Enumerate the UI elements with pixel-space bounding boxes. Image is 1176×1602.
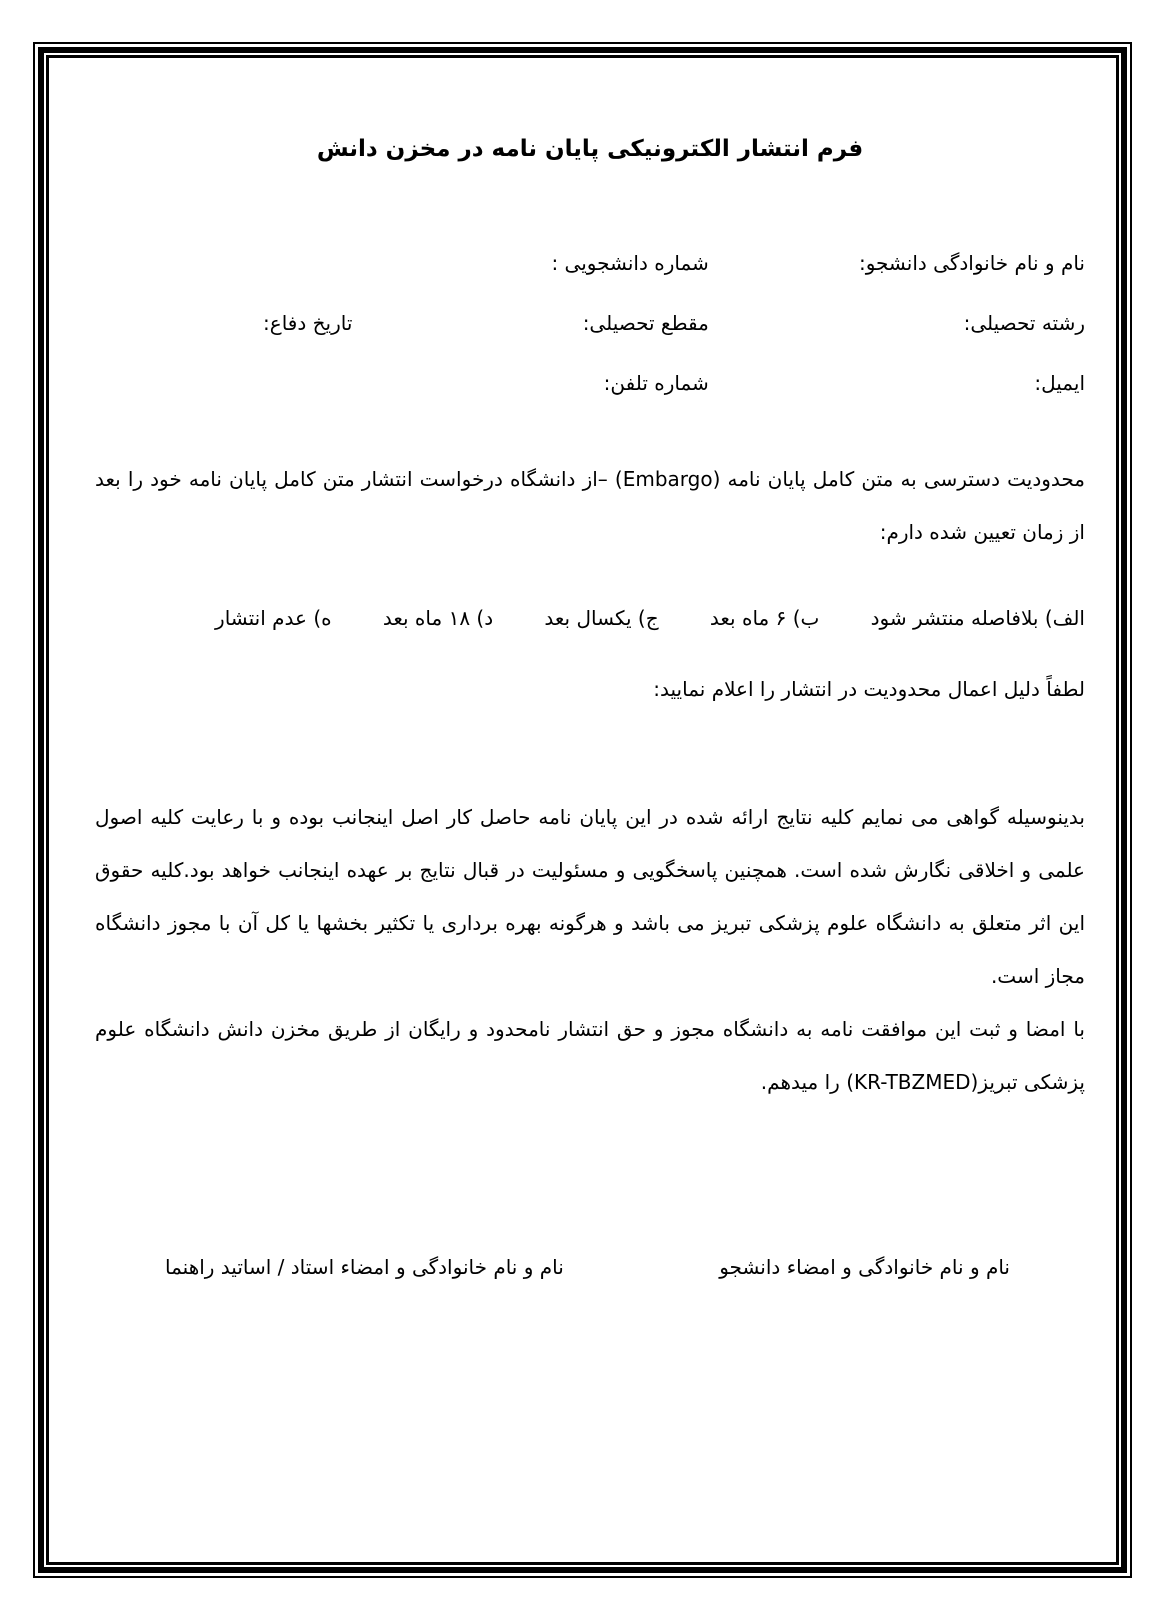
- form-title: فرم انتشار الکترونیکی پایان نامه در مخزن دانش: [316, 136, 864, 162]
- field-email-label: ایمیل:: [1034, 371, 1085, 395]
- field-row-2: [95, 310, 1085, 337]
- field-row-1: [95, 250, 1085, 277]
- restriction-reason-prompt: لطفاً دلیل اعمال محدودیت در انتشار را اعلام نمایید:: [653, 677, 1085, 701]
- field-row-3: [95, 370, 1085, 397]
- field-student-name-label: نام و نام خانوادگی دانشجو:: [858, 251, 1085, 275]
- agreement-paragraph: با امضا و ثبت این موافقت نامه به دانشگاه مجوز و حق انتشار نامحدود و رایگان از طریق مخزن دانش دانشگاه علوم پزشکی تبریز(KR-TBZMED) را میدهم.: [95, 1017, 1085, 1094]
- embargo-options: [95, 605, 1085, 632]
- field-defense-date-label: تاریخ دفاع:: [263, 311, 353, 335]
- embargo-option-immediate: الف) بلافاصله منتشر شود: [870, 606, 1085, 630]
- student-info-fields: [95, 250, 1085, 397]
- embargo-option-6-months: ب) ۶ ماه بعد: [709, 606, 820, 630]
- embargo-option-18-months: د) ۱۸ ماه بعد: [382, 606, 494, 630]
- field-row-3-spacer: [95, 370, 352, 397]
- field-major-label: رشته تحصیلی:: [963, 311, 1085, 335]
- page-border-inner: [46, 55, 1119, 1565]
- signature-row: [95, 1254, 1085, 1281]
- field-degree-label: مقطع تحصیلی:: [582, 311, 709, 335]
- embargo-statement: محدودیت دسترسی به متن کامل پایان نامه (Embargo) –از دانشگاه درخواست انتشار متن کامل پایان نامه خود را بعد از زمان تعیین شده دارم:: [95, 467, 1086, 544]
- signature-supervisor-label: نام و نام خانوادگی و امضاء استاد / اساتید راهنما: [165, 1255, 564, 1279]
- field-row-1-spacer: [95, 250, 352, 277]
- field-student-id-label: شماره دانشجویی :: [551, 251, 709, 275]
- embargo-option-1-year: ج) یکسال بعد: [544, 606, 659, 630]
- field-phone-label: شماره تلفن:: [603, 371, 709, 395]
- signature-student-label: نام و نام خانوادگی و امضاء دانشجو: [719, 1255, 1010, 1279]
- embargo-option-no-publication: ه) عدم انتشار: [215, 606, 332, 630]
- page-border-outer: [33, 42, 1132, 1578]
- page-border-thick: [38, 47, 1127, 1573]
- form-content: [49, 58, 1116, 1562]
- certification-paragraph: بدینوسیله گواهی می نمایم کلیه نتایج ارائه شده در این پایان نامه حاصل کار اصل اینجانب بوده و با رعایت کلیه اصول علمی و اخلاقی نگارش شده است. همچنین پاسخگویی و مسئولیت در قبال نتایج بر عهده اینجانب خواهد بود.کلیه حقوق این اثر متعلق به دانشگاه علوم پزشکی تبریز می باشد و هرگونه بهره برداری یا تکثیر بخشها یا کل آن با مجوز دانشگاه مجاز است.: [95, 805, 1085, 988]
